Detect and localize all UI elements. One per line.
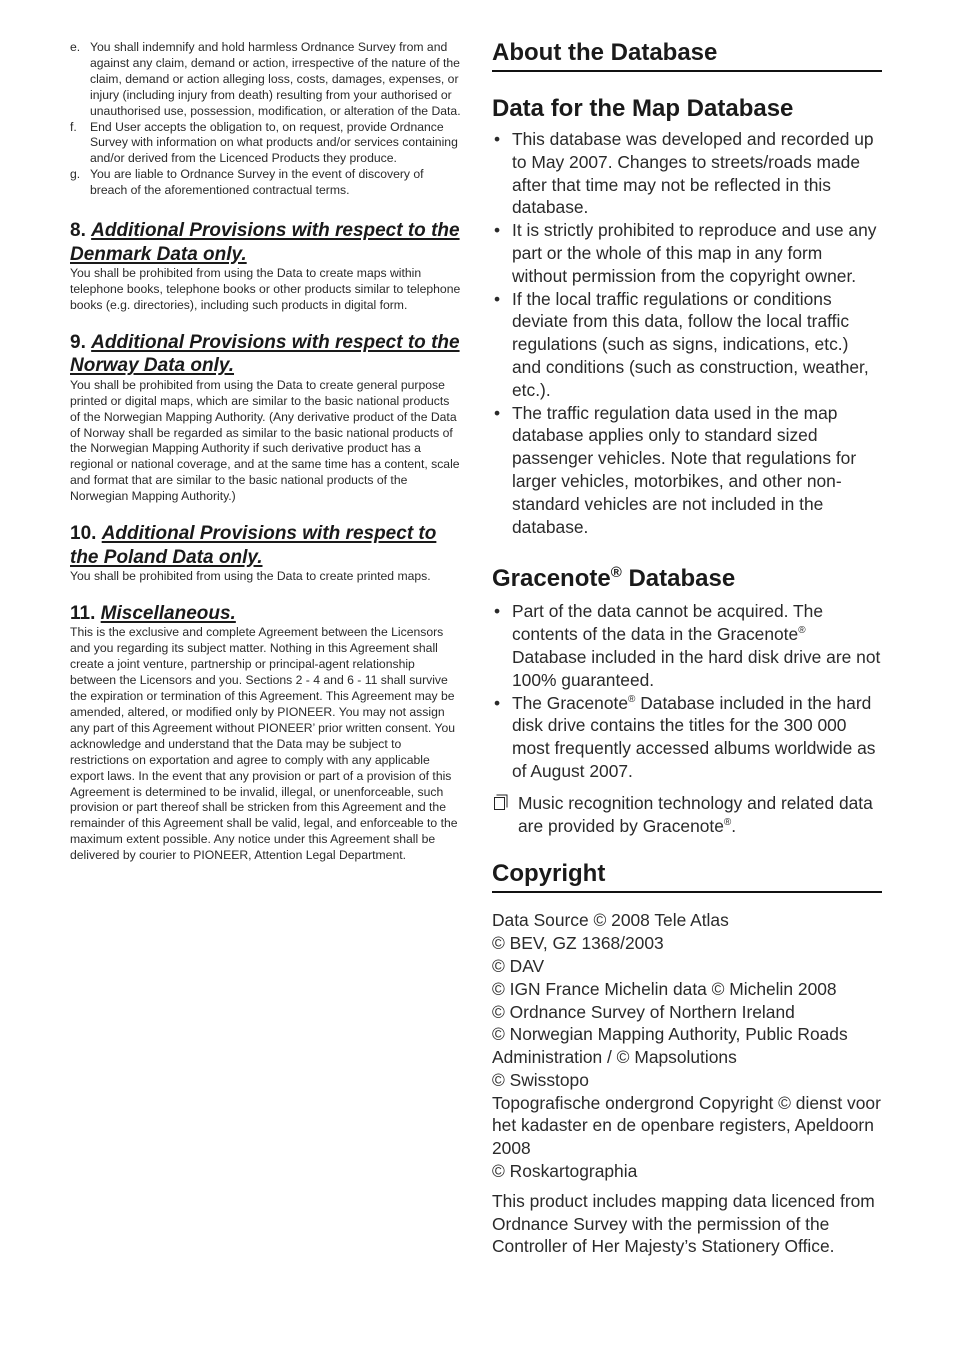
section-9-heading: 9. Additional Provisions with respect to the Norway Data only. bbox=[70, 331, 460, 377]
list-item: • It is strictly prohibited to reproduce and use any part or the whole of this map in any form without permission from the copyright owner. bbox=[494, 220, 877, 286]
list-item: g. You are liable to Ordnance Survey in the event of discovery of breach of the aforementioned contractual terms. bbox=[70, 167, 424, 198]
list-item: f. End User accepts the obligation to, on request, provide Ordnance Survey with information on what products and/or services containing and/or derived from the Licenced Products they produce. bbox=[70, 119, 458, 166]
indemnity-list bbox=[70, 40, 462, 199]
list-item: • The Gracenote® Database included in the hard disk drive contains the titles for the 300 000 most frequently accessed albums worldwide as of August 2007. bbox=[494, 692, 876, 781]
list-item: • Part of the data cannot be acquired. The contents of the data in the Gracenote® Database included in the hard disk drive are not 100% guaranteed. bbox=[494, 601, 881, 690]
map-database-list bbox=[492, 128, 882, 538]
copyright-title: Copyright bbox=[492, 860, 606, 888]
copyright-line: © Norwegian Mapping Authority, Public Roads Administration / © Mapsolutions bbox=[492, 1024, 848, 1068]
note-box-icon bbox=[494, 797, 505, 810]
gracenote-note: Music recognition technology and related data are provided by Gracenote®. bbox=[492, 792, 882, 838]
left-column bbox=[70, 40, 462, 864]
copyright-line: © IGN France Michelin data © Michelin 2008 bbox=[492, 978, 837, 999]
copyright-paragraph: This product includes mapping data licenced from Ordnance Survey with the permission of the Controller of Her Majesty’s Stationery Office. bbox=[492, 1190, 875, 1257]
section-11-body: This is the exclusive and complete Agreement between the Licensors and you regarding its subject matter. Nothing in this Agreement shall create a joint venture, partnership or principal-agent relationship between the Licensors and you. Sections 2 - 4 and 6 - 11 shall survive the expiration or termination of this Agreement. This Agreement may be amended, altered, or modified only by PIONEER. You may not assign any part of this Agreement without PIONEER’ prior written consent. You acknowledge and understand that the Data may be subject to restrictions on exportation and agree to comply with any applicable export laws. In the event that any provision or part of a provision of this Agreement is determined to be invalid, illegal, or unenforceable, such provision or part thereof shall be stricken from this Agreement and the remainder of this Agreement shall be valid, legal, and enforceable to the maximum extent possible. Any notice under this Agreement shall be delivered by courier to PIONEER, Attention Legal Department. bbox=[70, 625, 458, 863]
list-item: e. You shall indemnify and hold harmless Ordnance Survey from and against any claim, demand or action, irrespective of the nature of the claim, demand or action alleging loss, costs, damages, expenses, or injury (including injury from death) resulting from your authorised or unauthorised use, possession, modification, or alteration of the Data. bbox=[70, 40, 461, 118]
copyright-line: © Swisstopo bbox=[492, 1069, 589, 1090]
section-8-heading: 8. Additional Provisions with respect to the Denmark Data only. bbox=[70, 220, 460, 265]
section-11-heading: 11. Miscellaneous. bbox=[70, 602, 236, 624]
section-10-body: You shall be prohibited from using the Data to create printed maps. bbox=[70, 569, 431, 584]
about-database-title: About the Database bbox=[492, 39, 718, 66]
section-8-body: You shall be prohibited from using the Data to create maps within telephone books, telephone books or other products similar to telephone books (e.g. directories), including such products in digital form. bbox=[70, 266, 461, 312]
right-column bbox=[492, 38, 882, 1258]
section-10-heading: 10. Additional Provisions with respect to the Poland Data only. bbox=[70, 523, 437, 568]
section-9-body: You shall be prohibited from using the Data to create general purpose printed or digital maps, which are similar to the basic national products of the Norwegian Mapping Authority. (Any derivative product of the Data of Norway shall be regarded as similar to the basic national products of the Norwegian Mapping Authority if such derivative product has a regional or national coverage, and at the same time has a content, scale and format that are similar to the basic national products of the Norwegian Mapping Authority.) bbox=[70, 377, 460, 504]
copyright-line: Data Source © 2008 Tele Atlas bbox=[492, 910, 729, 931]
copyright-line: Topografische ondergrond Copyright © dienst voor het kadaster en de openbare registers, Apeldoorn 2008 bbox=[492, 1092, 881, 1159]
copyright-line: © Ordnance Survey of Northern Ireland bbox=[492, 1001, 795, 1022]
gracenote-title: Gracenote® Database bbox=[492, 564, 736, 593]
list-item: • If the local traffic regulations or conditions deviate from this data, follow the local traffic regulations (such as signs, indications, etc.) and conditions (such as construction, weather, etc.). bbox=[494, 288, 869, 400]
copyright-lines bbox=[492, 909, 882, 1183]
map-database-title: Data for the Map Database bbox=[492, 95, 794, 122]
list-item: • The traffic regulation data used in the map database applies only to standard sized passenger vehicles. Note that regulations for larger vehicles, motorbikes, and other non-standard vehicles are not included in the database. bbox=[494, 402, 857, 537]
gracenote-list bbox=[492, 600, 882, 782]
copyright-line: © DAV bbox=[492, 955, 545, 976]
copyright-line: © BEV, GZ 1368/2003 bbox=[492, 933, 664, 954]
list-item: • This database was developed and recorded up to May 2007. Changes to streets/roads made after that time may not be reflected in this database. bbox=[494, 129, 874, 218]
copyright-line: © Roskartographia bbox=[492, 1161, 638, 1182]
